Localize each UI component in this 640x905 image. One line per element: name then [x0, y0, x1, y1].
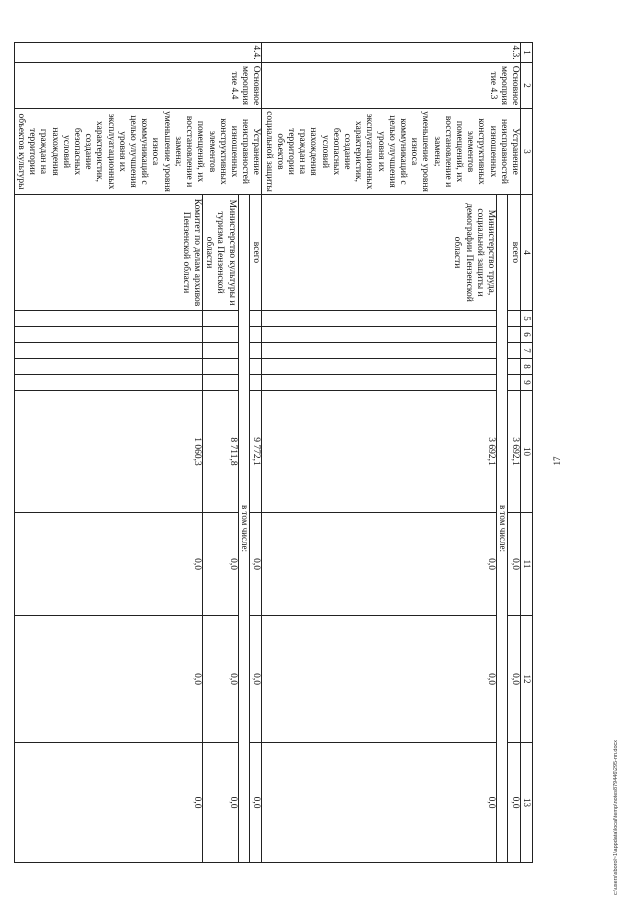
- header-cell: 10: [521, 391, 533, 513]
- total-col-11: 0,0: [507, 513, 520, 616]
- activity-type: Основное мероприятие 4.4: [14, 63, 261, 109]
- org-col-10: 8 711,8: [202, 391, 238, 513]
- row-number: 4.3.: [262, 43, 521, 63]
- table-row-4-3-total: [507, 43, 520, 863]
- row-number: 4.4.: [14, 43, 261, 63]
- header-cell: 7: [521, 343, 533, 359]
- activity-description: Устранение неисправностей изношенных конструктивных элементов помещений, их восстановление и замена; уменьшение уровня износа коммуникаций с целью улучшения уровня их эксплуатационных характеристик, создание безопасных условий нахождения граждан на территории объектов культуры: [14, 109, 261, 195]
- total-col-10: 3 692,1: [507, 391, 520, 513]
- org-col-12: 0,0: [202, 616, 238, 743]
- organization-name: Комитет по делам архивов Пензенской области: [14, 195, 202, 311]
- header-cell: 6: [521, 327, 533, 343]
- org-col-13: 0,0: [202, 743, 238, 863]
- file-path: c:\users\sborol~1\appdata\local\temp\notes879446\295-пп.docx: [613, 739, 619, 895]
- total-label: всего: [249, 195, 262, 311]
- header-cell: 11: [521, 513, 533, 616]
- org-col-10: 3 692,1: [262, 391, 497, 513]
- activity-description: Устранение неисправностей изношенных конструктивных элементов помещений, их восстановление и замена; уменьшение уровня износа коммуникаций с целью улучшения уровня их эксплуатационных характеристик, создание безопасных условий нахождения граждан на территории объектов социальной защиты: [262, 109, 521, 195]
- total-col-11: 0,0: [249, 513, 262, 616]
- including-label: в том числе:: [497, 195, 508, 863]
- org-col-12: 0,0: [14, 616, 202, 743]
- org-col-10: 1 060,3: [14, 391, 202, 513]
- total-col-13: 0,0: [249, 743, 262, 863]
- org-col-13: 0,0: [262, 743, 497, 863]
- organization-name: Министерство культуры и туризма Пензенской области: [202, 195, 238, 311]
- org-col-11: 0,0: [202, 513, 238, 616]
- org-col-13: 0,0: [14, 743, 202, 863]
- header-cell: 8: [521, 359, 533, 375]
- rotated-table-block: [16, 42, 533, 862]
- total-col-12: 0,0: [507, 616, 520, 743]
- table-row-4-4-total: [249, 43, 262, 863]
- org-col-11: 0,0: [14, 513, 202, 616]
- organization-name: Министерство труда, социальной защиты и демографии Пензенской области: [262, 195, 497, 311]
- header-cell: 4: [521, 195, 533, 311]
- total-label: всего: [507, 195, 520, 311]
- header-cell: 12: [521, 616, 533, 743]
- org-col-11: 0,0: [262, 513, 497, 616]
- budget-table: [14, 42, 533, 863]
- activity-type: Основное мероприятие 4.3: [262, 63, 521, 109]
- including-label: в том числе:: [239, 195, 249, 863]
- header-row: [521, 43, 533, 863]
- header-cell: 3: [521, 109, 533, 195]
- total-col-10: 9 772,1: [249, 391, 262, 513]
- page-number: 17: [552, 456, 562, 466]
- total-col-13: 0,0: [507, 743, 520, 863]
- header-cell: 9: [521, 375, 533, 391]
- header-cell: 2: [521, 63, 533, 109]
- header-cell: 5: [521, 311, 533, 327]
- total-col-12: 0,0: [249, 616, 262, 743]
- header-cell: 13: [521, 743, 533, 863]
- header-cell: 1: [521, 43, 533, 63]
- org-col-12: 0,0: [262, 616, 497, 743]
